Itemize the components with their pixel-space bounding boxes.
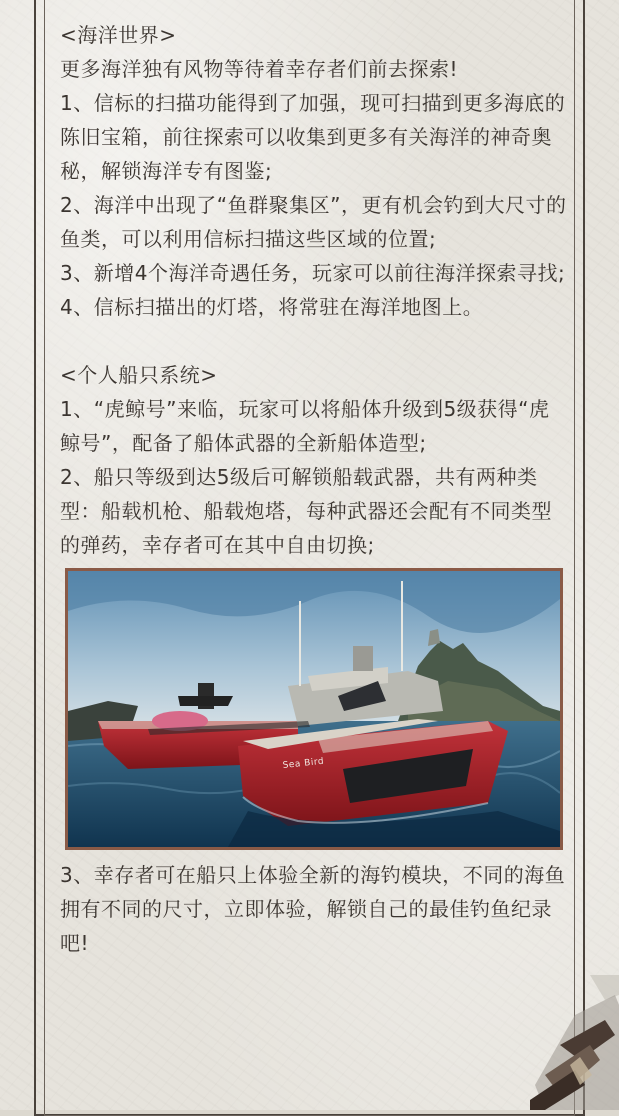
ocean-item-1: 1、信标的扫描功能得到了加强，现可扫描到更多海底的陈旧宝箱，前往探索可以收集到更多有关海洋的神奇奥秘，解锁海洋专有图鉴; bbox=[60, 91, 566, 183]
ocean-intro: 更多海洋独有风物等待着幸存者们前去探索! bbox=[60, 57, 459, 81]
boat-scene bbox=[68, 571, 560, 847]
ship-heading: <个人船只系统> bbox=[60, 363, 218, 387]
section-gap bbox=[60, 324, 570, 358]
boat-hull-name: Sea Bird bbox=[282, 756, 325, 771]
ship-item-3: 3、幸存者可在船只上体验全新的海钓模块，不同的海鱼拥有不同的尺寸，立即体验，解锁自己的最佳钓鱼纪录吧! bbox=[60, 863, 566, 955]
ocean-item-2: 2、海洋中出现了“鱼群聚集区”，更有机会钓到大尺寸的鱼类，可以利用信标扫描这些区域的位置; bbox=[60, 193, 567, 251]
ship-item-1: 1、“虎鲸号”来临，玩家可以将船体升级到5级获得“虎鲸号”，配备了船体武器的全新船体造型; bbox=[60, 397, 550, 455]
ocean-item-4: 4、信标扫描出的灯塔，将常驻在海洋地图上。 bbox=[60, 295, 484, 319]
ship-item-2: 2、船只等级到达5级后可解锁船载武器，共有两种类型：船载机枪、船载炮塔，每种武器还会配有不同类型的弹药，幸存者可在其中自由切换; bbox=[60, 465, 552, 557]
ocean-item-3: 3、新增4个海洋奇遇任务，玩家可以前往海洋探索寻找; bbox=[60, 261, 566, 285]
article-content bbox=[60, 18, 570, 960]
lantern-decoration bbox=[520, 975, 619, 1110]
boat-screenshot bbox=[65, 568, 563, 850]
ocean-heading: <海洋世界> bbox=[60, 23, 177, 47]
